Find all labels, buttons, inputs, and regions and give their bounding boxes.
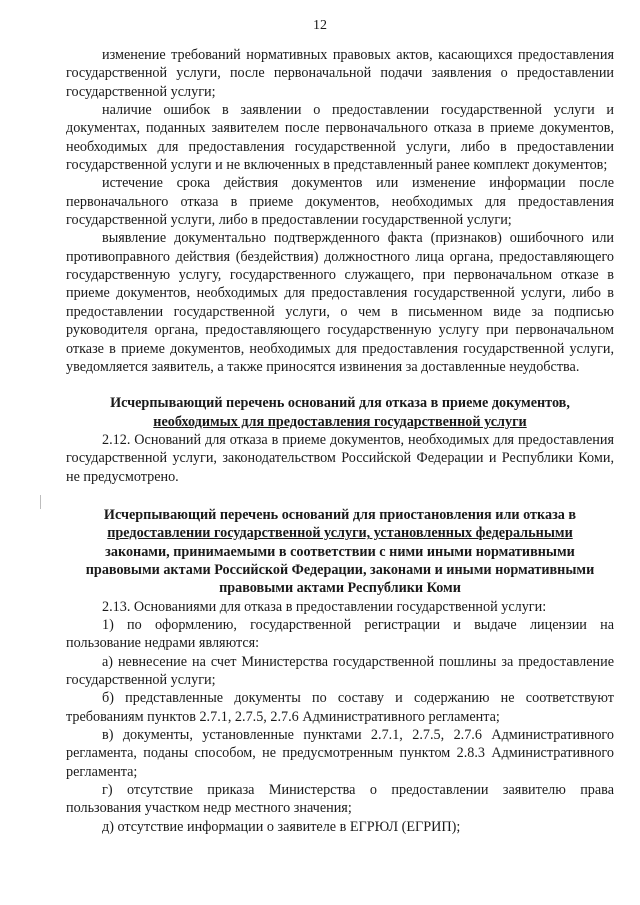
paragraph-item-g: г) отсутствие приказа Министерства о предоставлении заявителю права пользования участком недр местного значения; — [66, 782, 614, 817]
paragraph-2-13: 2.13. Основаниями для отказа в предоставлении государственной услуги: — [102, 598, 547, 615]
spacer — [66, 376, 614, 394]
paragraph-errors-in-application: наличие ошибок в заявлении о предоставлении государственной услуги и документах, поданных заявителем после первоначального отказа в приеме документов, необходимых для предоставления государственной услуги, либо в предоставлении государственной услуги и не включенных в представленный ранее комплект документов; — [66, 102, 614, 174]
spacer — [66, 486, 614, 506]
heading-line: предоставлении государственной услуги, установленных федеральными — [107, 525, 573, 542]
paragraph-item-d: д) отсутствие информации о заявителе в ЕГРЮЛ (ЕГРИП); — [102, 818, 461, 835]
paragraph-item-1: 1) по оформлению, государственной регистрации и выдаче лицензии на пользование недрами являются: — [66, 616, 614, 652]
heading-line: Исчерпывающий перечень оснований для отказа в приеме документов, — [110, 395, 570, 412]
paragraph-item-b: б) представленные документы по составу и содержанию не соответствуют требованиям пунктов 2.7.1, 2.7.5, 2.7.6 Административного регламента; — [66, 690, 614, 725]
heading-line: законами, принимаемыми в соответствии с ними иными нормативными — [105, 543, 575, 560]
section-heading-refusal-grounds — [66, 394, 614, 431]
page-number: 12 — [313, 18, 327, 33]
paragraph-official-misconduct: выявление документально подтвержденного факта (признаков) ошибочного или противоправного действия (бездействия) должностного лица органа, предоставляющего государственную услугу, государственного служащего, при первоначальном отказе в приеме документов, необходимых для предоставления государственной услуги, либо в предоставлении государственной услуги, о чем в письменном виде за подписью руководителя органа, предоставляющего государственную услугу при первоначальном отказе в приеме документов, необходимых для предоставления государственной услуги, уведомляется заявитель, а также приносятся извинения за доставленные неудобства. — [66, 230, 614, 375]
heading-line: необходимых для предоставления государственной услуги — [153, 413, 527, 430]
document-body — [66, 46, 614, 836]
paragraph-item-a: а) невнесение на счет Министерства государственной пошлины за предоставление государственной услуги; — [66, 653, 614, 688]
heading-line: правовыми актами Российской Федерации, законами и иными нормативными — [85, 561, 595, 578]
scan-margin-mark — [40, 495, 41, 509]
paragraph-item-v: в) документы, установленные пунктами 2.7.1, 2.7.5, 2.7.6 Административного регламента, поданы способом, не предусмотренным пунктом 2.8.3 Административного регламента; — [66, 727, 614, 780]
paragraph-document-expiry: истечение срока действия документов или изменение информации после первоначального отказа в приеме документов, необходимых для предоставления государственной услуги, либо в предоставлении государственной услуги; — [66, 175, 614, 229]
paragraph-2-12: 2.12. Оснований для отказа в приеме документов, необходимых для предоставления государственной услуги, законодательством Российской Федерации и Республики Коми, не предусмотрено. — [66, 431, 614, 485]
section-heading-suspension-grounds — [66, 506, 614, 598]
heading-line: правовыми актами Республики Коми — [219, 580, 461, 597]
paragraph-requirements-change: изменение требований нормативных правовых актов, касающихся предоставления государственной услуги, после первоначальной подачи заявления о предоставлении государственной услуги; — [66, 47, 614, 100]
heading-line: Исчерпывающий перечень оснований для приостановления или отказа в — [103, 506, 577, 523]
